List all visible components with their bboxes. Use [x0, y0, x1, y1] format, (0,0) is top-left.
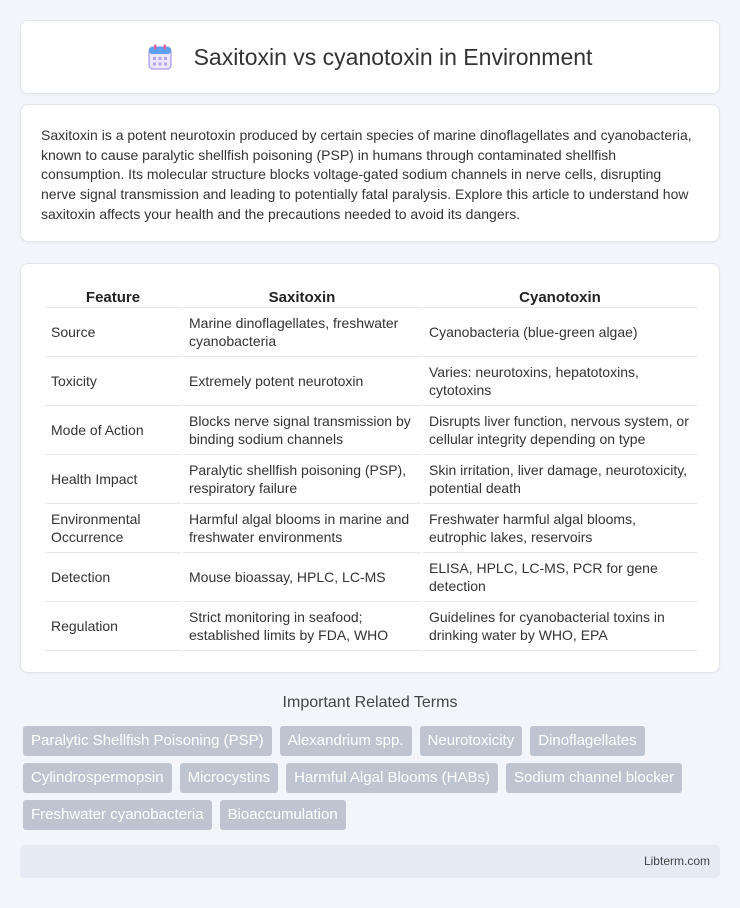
related-term-tag[interactable]: Harmful Algal Blooms (HABs) [286, 763, 498, 793]
page-title: Saxitoxin vs cyanotoxin in Environment [193, 43, 593, 70]
cell-cyanotoxin: Varies: neurotoxins, hepatotoxins, cytotoxins [423, 357, 697, 406]
footer-site-link[interactable]: Libterm.com [643, 854, 710, 868]
cell-feature: Regulation [45, 602, 181, 651]
header-saxitoxin: Saxitoxin [183, 284, 421, 308]
intro-card [20, 104, 720, 242]
related-term-tag[interactable]: Microcystins [180, 763, 279, 793]
related-term-tag[interactable]: Bioaccumulation [220, 800, 346, 830]
cell-cyanotoxin: Disrupts liver function, nervous system, or cellular integrity depending on type [423, 406, 697, 455]
cell-saxitoxin: Extremely potent neurotoxin [183, 357, 421, 406]
related-term-tag[interactable]: Paralytic Shellfish Poisoning (PSP) [23, 726, 272, 756]
table-row [45, 602, 697, 651]
calendar-icon [148, 44, 172, 70]
table-row [45, 504, 697, 553]
title-card [20, 20, 720, 94]
cell-feature: Health Impact [45, 455, 181, 504]
related-term-tag[interactable]: Neurotoxicity [420, 726, 523, 756]
cell-cyanotoxin: Guidelines for cyanobacterial toxins in drinking water by WHO, EPA [423, 602, 697, 651]
cell-saxitoxin: Harmful algal blooms in marine and freshwater environments [183, 504, 421, 553]
related-term-tag[interactable]: Sodium channel blocker [506, 763, 682, 793]
cell-feature: Toxicity [45, 357, 181, 406]
intro-paragraph: Saxitoxin is a potent neurotoxin produced by certain species of marine dinoflagellates and cyanobacteria, known to cause paralytic shellfish poisoning (PSP) in humans through contaminated shellfish consumption. Its molecular structure blocks voltage-gated sodium channels in nerve cells, disrupting nerve signal transmission and leading to potentially fatal paralysis. Explore this article to understand how saxitoxin affects your health and the precautions needed to avoid its dangers. [41, 127, 692, 222]
table-header-row [45, 284, 697, 308]
cell-cyanotoxin: ELISA, HPLC, LC-MS, PCR for gene detection [423, 553, 697, 602]
comparison-table [43, 284, 699, 651]
cell-saxitoxin: Paralytic shellfish poisoning (PSP), respiratory failure [183, 455, 421, 504]
table-row [45, 308, 697, 357]
cell-saxitoxin: Strict monitoring in seafood; established limits by FDA, WHO [183, 602, 421, 651]
table-row [45, 455, 697, 504]
related-terms-list [23, 726, 723, 830]
related-term-tag[interactable]: Cylindrospermopsin [23, 763, 172, 793]
table-row [45, 357, 697, 406]
cell-saxitoxin: Blocks nerve signal transmission by binding sodium channels [183, 406, 421, 455]
cell-cyanotoxin: Freshwater harmful algal blooms, eutrophic lakes, reservoirs [423, 504, 697, 553]
table-row [45, 406, 697, 455]
cell-cyanotoxin: Skin irritation, liver damage, neurotoxicity, potential death [423, 455, 697, 504]
cell-feature: Environmental Occurrence [45, 504, 181, 553]
header-feature: Feature [45, 284, 181, 308]
cell-cyanotoxin: Cyanobacteria (blue-green algae) [423, 308, 697, 357]
footer [20, 845, 720, 878]
related-term-tag[interactable]: Alexandrium spp. [280, 726, 412, 756]
table-row [45, 553, 697, 602]
related-terms-title: Important Related Terms [282, 694, 458, 711]
cell-feature: Mode of Action [45, 406, 181, 455]
cell-feature: Detection [45, 553, 181, 602]
cell-feature: Source [45, 308, 181, 357]
header-cyanotoxin: Cyanotoxin [423, 284, 697, 308]
related-term-tag[interactable]: Freshwater cyanobacteria [23, 800, 212, 830]
cell-saxitoxin: Mouse bioassay, HPLC, LC-MS [183, 553, 421, 602]
comparison-card [20, 263, 720, 673]
cell-saxitoxin: Marine dinoflagellates, freshwater cyanobacteria [183, 308, 421, 357]
related-term-tag[interactable]: Dinoflagellates [530, 726, 644, 756]
